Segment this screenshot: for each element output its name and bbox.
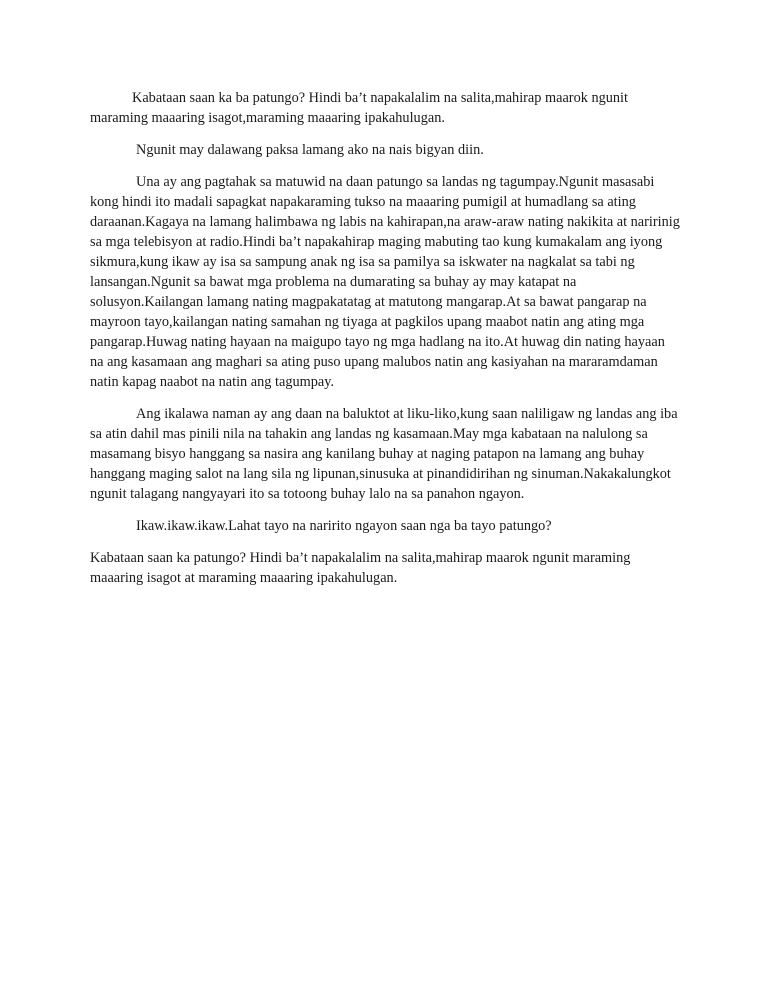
paragraph-two-topics: Ngunit may dalawang paksa lamang ako na nais bigyan diin.: [136, 142, 484, 158]
paragraph-question: Ikaw.ikaw.ikaw.Lahat tayo na naririto ngayon saan nga ba tayo patungo?: [136, 518, 552, 534]
paragraph-intro: Kabataan saan ka ba patungo? Hindi ba’t napakalalim na salita,mahirap maarok ngunit maraming maaaring isagot,maraming maaaring ipakahulugan.: [90, 90, 628, 126]
paragraph-first-path: Una ay ang pagtahak sa matuwid na daan patungo sa landas ng tagumpay.Ngunit masasabi kong hindi ito madali sapagkat napakaraming tukso na maaaring pumigil at humadlang sa ating daraanan.Kagaya na lamang halimbawa ng labis na kahirapan,na araw-araw nating nakikita at naririnig sa mga telebisyon at radio.Hindi ba’t napakahirap maging mabuting tao kung kumakalam ang iyong sikmura,kung ikaw ay isa sa sampung anak ng isa sa pamilya sa iskwater na nagkalat sa tabi ng lansangan.Ngunit sa bawat mga problema na dumarating sa buhay ay may katapat na solusyon.Kailangan lamang nating magpakatatag at matutong mangarap.At sa bawat pangarap na mayroon tayo,kailangan nating samahan ng tiyaga at pagkilos upang maabot natin ang ating mga pangarap.Huwag nating hayaan na maigupo tayo ng mga hadlang na ito.At huwag din nating hayaan na ang kasamaan ang maghari sa ating puso upang malubos natin ang kasiyahan na mararamdaman natin kapag naabot na natin ang tagumpay.: [90, 174, 680, 390]
paragraph-closing: Kabataan saan ka patungo? Hindi ba’t napakalalim na salita,mahirap maarok ngunit maraming maaaring isagot at maraming maaaring ipakahulugan.: [90, 550, 631, 586]
paragraph-second-path: Ang ikalawa naman ay ang daan na baluktot at liku-liko,kung saan naliligaw ng landas ang iba sa atin dahil mas pinili nila na tahakin ang landas ng kasamaan.May mga kabataan na nalulong sa masamang bisyo hanggang sa nasira ang kanilang buhay at naging patapon na lamang ang buhay hanggang maging salot na lang sila ng lipunan,sinusuka at pinandidirihan ng sinuman.Nakakalungkot ngunit talagang nangyayari ito sa totoong buhay lalo na sa panahon ngayon.: [90, 406, 678, 502]
document-body: [90, 88, 680, 600]
